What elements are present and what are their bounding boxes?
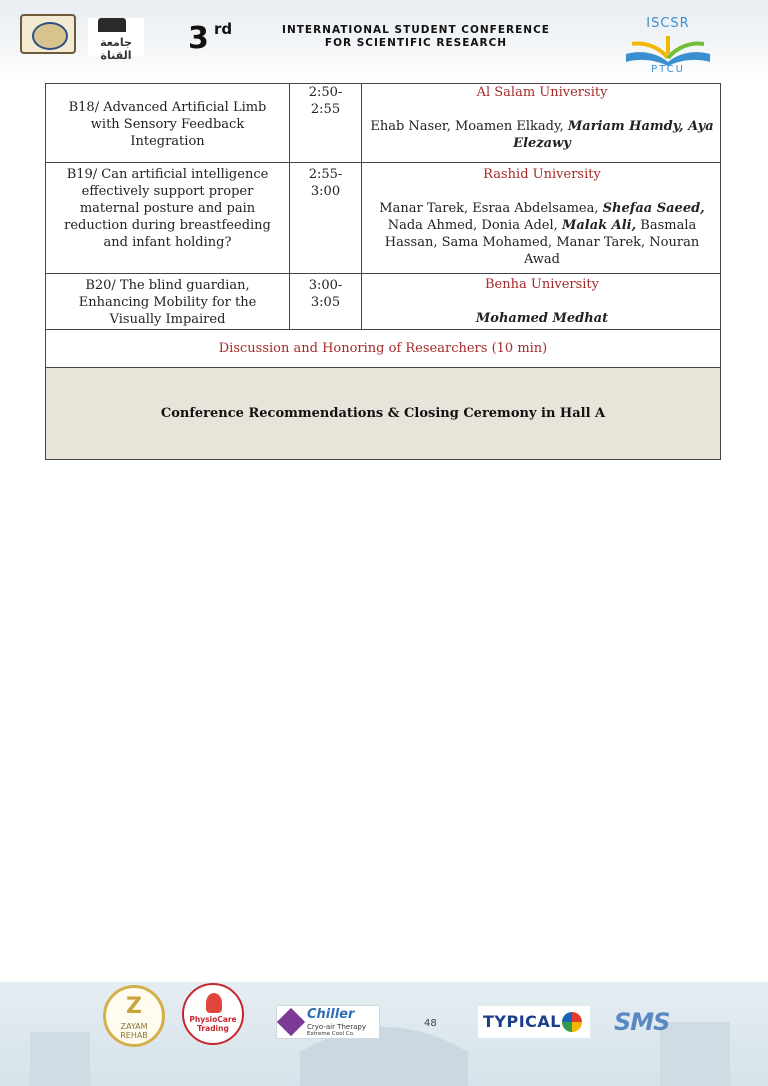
university-seal-logo: [20, 14, 76, 54]
conference-title-line2: FOR SCIENTIFIC RESEARCH: [324, 37, 508, 49]
chiller-logo: [276, 1005, 380, 1039]
authors-highlighted: Mariam Hamdy, Aya Elezawy: [513, 119, 714, 151]
authors-cell: [362, 274, 722, 329]
zayam-text: ZAYAM REHAB: [120, 1022, 148, 1040]
authors-plain: Nada Ahmed, Donia Adel,: [387, 218, 558, 233]
authors-plain: Basmala Hassan, Sama Mohamed, Manar Tarek, Nouran Awad: [384, 218, 700, 267]
iscsr-logo: [592, 16, 744, 80]
conference-ordinal-number: 3: [188, 21, 209, 56]
open-book-icon: [622, 32, 714, 66]
physiocare-text: PhysioCare Trading: [189, 1015, 237, 1033]
sms-logo: SMS: [614, 1008, 670, 1036]
authors-highlighted: Malak Ali,: [561, 218, 637, 233]
authors-cell: [362, 84, 722, 162]
typical-text: TYPICAL: [483, 1012, 561, 1031]
university-logo-text: جامعة القناة: [100, 36, 132, 62]
closing-ceremony-row: Conference Recommendations & Closing Ceremony in Hall A: [45, 368, 721, 460]
page-number: 48: [424, 1018, 437, 1029]
university-name: Rashid University: [483, 167, 601, 182]
presentation-title: B19/ Can artificial intelligence effectively support proper maternal posture and pain reduction during breastfeeding and infant holding?: [46, 163, 290, 273]
zayam-rehab-logo: [103, 985, 165, 1047]
authors-list: [368, 200, 716, 268]
typical-color-wheel-icon: [562, 1012, 582, 1032]
iscsr-logo-top-text: ISCSR: [646, 16, 690, 31]
chiller-company: Extreme Cool Co.: [307, 1031, 355, 1037]
authors-highlighted: Shefaa Saeed,: [602, 201, 705, 216]
university-name: Al Salam University: [476, 85, 608, 100]
crown-icon: [98, 18, 126, 32]
typical-logo: [478, 1006, 590, 1038]
authors-cell: [362, 163, 722, 273]
chiller-mark-icon: [277, 1008, 305, 1036]
discussion-row: Discussion and Honoring of Researchers (10 min): [45, 330, 721, 368]
presentation-title: B18/ Advanced Artificial Limb with Sensory Feedback Integration: [46, 84, 290, 162]
university-logo: [88, 18, 144, 62]
time-slot: 2:55- 3:00: [290, 163, 362, 273]
university-name: Benha University: [484, 277, 599, 292]
zayam-letter: Z: [126, 994, 142, 1019]
presentation-title: B20/ The blind guardian, Enhancing Mobility for the Visually Impaired: [46, 274, 290, 329]
authors-plain: Manar Tarek, Esraa Abdelsamea,: [379, 201, 599, 216]
physiocare-logo: [182, 983, 244, 1045]
conference-title-line1: INTERNATIONAL STUDENT CONFERENCE: [282, 24, 550, 36]
chiller-name: Chiller: [307, 1007, 355, 1022]
authors-list: [368, 118, 716, 152]
authors-highlighted: Mohamed Medhat: [475, 311, 609, 326]
table-row: [45, 163, 721, 274]
person-icon: [206, 993, 222, 1013]
time-slot: 3:00- 3:05: [290, 274, 362, 329]
table-row: [45, 83, 721, 163]
time-slot: 2:50- 2:55: [290, 84, 362, 162]
table-row: [45, 274, 721, 330]
conference-title: [256, 24, 576, 50]
authors-plain: Ehab Naser, Moamen Elkady,: [370, 119, 564, 134]
chiller-subtitle: Cryo-air Therapy: [307, 1023, 366, 1031]
iscsr-logo-bottom-text: PTCU: [651, 64, 685, 75]
conference-ordinal-suffix: rd: [214, 20, 233, 38]
